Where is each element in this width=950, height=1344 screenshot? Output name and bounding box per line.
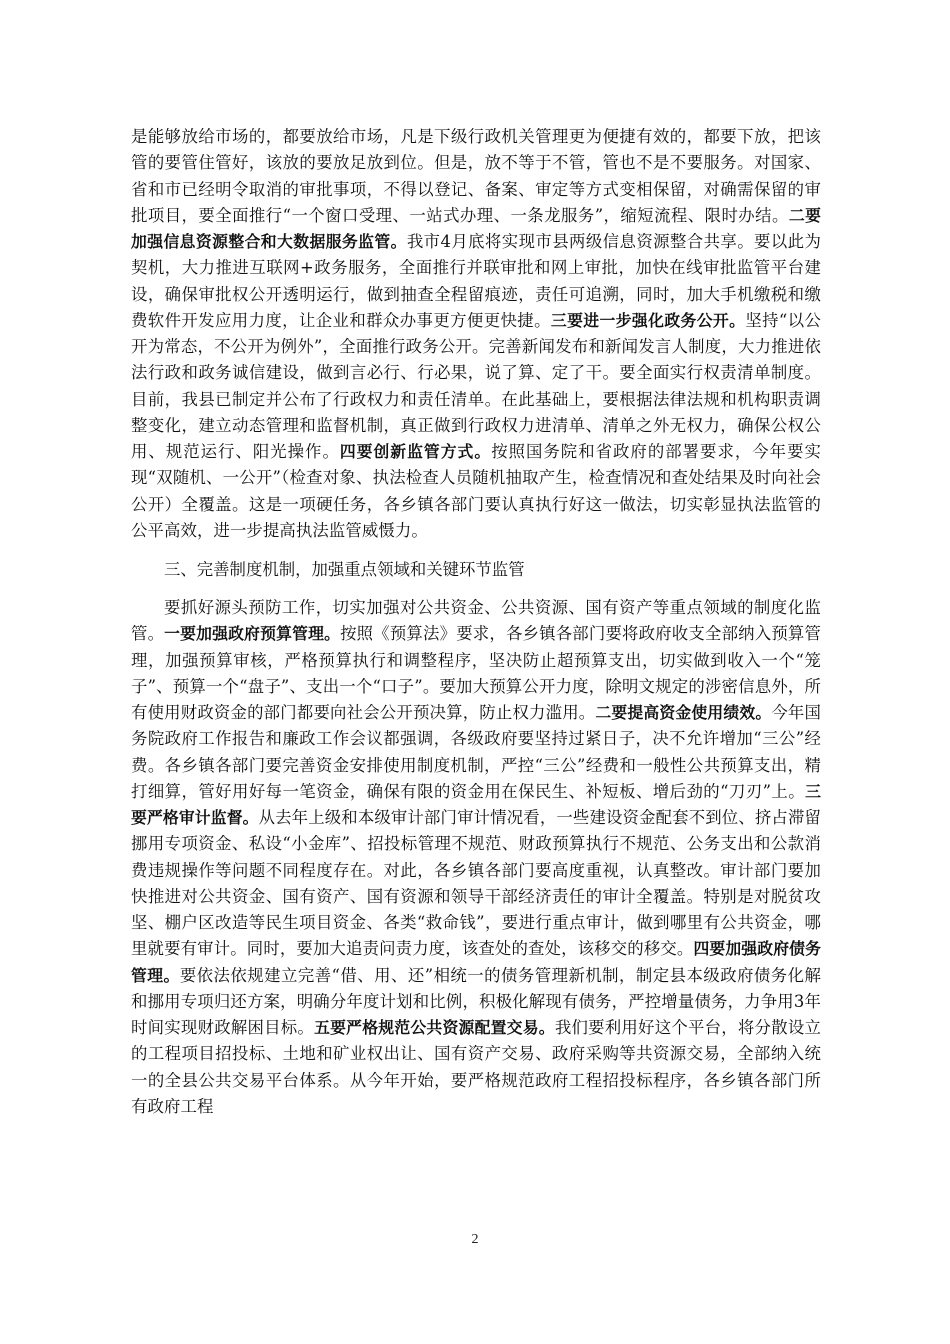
paragraph-text: 坚持“以公开为常态，不公开为例外”，全面推行政务公开。完善新闻发布和新闻发言人制度，大力推进依法行政和政务诚信建设，做到言必行、行必果，说了算、定了干。要全面实行权责清单制度。目前，我县已制定并公布了行政权力和责任清单。在此基础上，要根据法律法规和机构职责调整变化，建立动态管理和监督机制，真正做到行政权力进清单、清单之外无权力，确保公权公用、规范运行、阳光操作。 — [131, 310, 822, 461]
section-heading: 三、完善制度机制，加强重点领域和关键环节监管 — [164, 560, 525, 579]
paragraph-text: 今年国务院政府工作报告和廉政工作会议都强调，各级政府要坚持过紧日子，决不允许增加“三公”经费。各乡镇各部门要完善资金安排使用制度机制，严控“三公”经费和一般性公共预算支出，精打细算，管好用好每一笔资金，确保有限的资金用在保民生、补短板、增后劲的“刀刃”上。 — [131, 703, 821, 801]
paragraph-text: 要依法依规建立完善“借、用、还”相统一的债务管理新机制，制定县本级政府债务化解和挪用专项归还方案，明确分年度计划和比例，积极化解现有债务，严控增量债务，力争用3年时间实现财政解困目标。 — [131, 965, 821, 1037]
paragraph-text: 要抓好源头预防工作，切实加强对公共资金、公共资源、国有资产等重点领域的制度化监管。 — [131, 598, 821, 644]
paragraph-text: 是能够放给市场的，都要放给市场，凡是下级行政机关管理更为便捷有效的，都要下放，把该管的要管住管好，该放的要放足放到位。但是，放不等于不管，管也不是不要服务。对国家、省和市已经明令取消的审批事项，不得以登记、备案、审定等方式变相保留，对确需保留的审批项目，要全面推行“一个窗口受理、一站式办理、一条龙服务”，缩短流程、限时办结。 — [131, 127, 821, 225]
bold-point-heading: 三要严格审计监督。 — [131, 781, 821, 827]
bold-point-heading: 一要加强政府预算管理。 — [164, 624, 341, 644]
paragraph-text: 按照《预算法》要求，各乡镇各部门要将政府收支全部纳入预算管理，加强预算审核，严格预算执行和调整程序，坚决防止超预算支出，切实做到收入一个“笼子”、预算一个“盘子”、支出一个“口子”。要加大预算公开力度，除明文规定的涉密信息外，所有使用财政资金的部门都要向社会公开预决算，防止权力滥用。 — [131, 624, 821, 722]
bold-point-heading: 五要严格规范公共资源配置交易。 — [314, 1018, 555, 1037]
body-paragraph — [131, 124, 821, 544]
bold-point-heading: 四要创新监管方式。 — [339, 442, 492, 461]
document-page — [131, 124, 821, 1120]
page-number: 2 — [471, 1232, 479, 1247]
bold-point-heading: 二要提高资金使用绩效。 — [595, 703, 772, 722]
paragraph-text: 我市4月底将实现市县两级信息资源整合共享。要以此为契机，大力推进互联网+政务服务，全面推行并联审批和网上审批，加快在线审批监管平台建设，确保审批权公开透明运行，做到抽查全程留痕迹，责任可追溯，同时，加大手机缴税和缴费软件开发应用力度，让企业和群众办事更方便更快捷。 — [131, 232, 821, 330]
bold-point-heading: 三要进一步强化政务公开。 — [550, 310, 746, 330]
paragraph-text: 从去年上级和本级审计部门审计情况看，一些建设资金配套不到位、挤占滞留挪用专项资金、私设“小金库”、招投标管理不规范、财政预算执行不规范、公务支出和公款消费违规操作等问题不同程度存在。对此，各乡镇各部门要高度重视，认真整改。审计部门要加快推进对公共资金、国有资产、国有资源和领导干部经济责任的审计全覆盖。特别是对脱贫攻坚、棚户区改造等民生项目资金、各类“救命钱”，要进行重点审计，做到哪里有公共资金，哪里就要有审计。同时，要加大追责问责力度，该查处的查处，该移交的移交。 — [131, 808, 821, 959]
bold-point-heading: 二要加强信息资源整合和大数据服务监管。 — [131, 205, 821, 251]
paragraph-text: 我们要利用好这个平台，将分散设立的工程项目招投标、土地和矿业权出让、国有资产交易、政府采购等共资源交易，全部纳入统一的全县公共交易平台体系。从今年开始，要严格规范政府工程招投标程序，各乡镇各部门所有政府工程 — [131, 1018, 821, 1116]
bold-point-heading: 四要加强政府债务管理。 — [131, 939, 821, 985]
body-paragraph — [131, 595, 821, 1120]
paragraph-text: 按照国务院和省政府的部署要求，今年要实现“双随机、一公开”（检查对象、执法检查人员随机抽取产生，检查情况和查处结果及时向社会公开）全覆盖。这是一项硬任务，各乡镇各部门要认真执行好这一做法，切实彰显执法监管的公平高效，进一步提高执法监管威慑力。 — [131, 442, 821, 540]
